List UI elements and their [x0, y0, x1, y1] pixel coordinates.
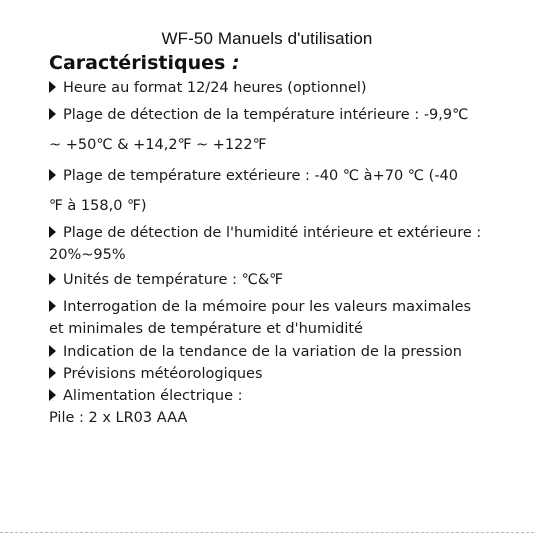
feature-text: Plage de détection de l'humidité intérieure et extérieure : [63, 225, 482, 241]
bullet-arrow-icon [49, 389, 56, 401]
feature-text: Unités de température : ℃&℉ [63, 272, 283, 288]
feature-line-continuation [49, 321, 363, 337]
bullet-arrow-icon [49, 300, 56, 312]
section-heading [49, 52, 240, 74]
feature-text: Plage de détection de la température intérieure : -9,9℃ [63, 107, 469, 123]
section-heading-colon: : [231, 52, 240, 74]
feature-line [49, 299, 471, 315]
feature-text: Prévisions météorologiques [63, 366, 263, 382]
bullet-arrow-icon [49, 226, 56, 238]
feature-text: ℉ à 158,0 ℉) [49, 198, 147, 214]
feature-line [49, 344, 462, 360]
feature-line [49, 168, 458, 184]
bullet-arrow-icon [49, 367, 56, 379]
feature-text: Interrogation de la mémoire pour les valeurs maximales [63, 299, 472, 315]
bullet-arrow-icon [49, 273, 56, 285]
bullet-arrow-icon [49, 345, 56, 357]
feature-line [49, 366, 263, 382]
bullet-arrow-icon [49, 81, 56, 93]
feature-line-continuation [49, 247, 126, 263]
feature-line-continuation [49, 137, 266, 153]
feature-line [49, 225, 481, 241]
feature-text: ~ +50℃ & +14,2℉ ~ +122℉ [49, 137, 267, 153]
feature-line-continuation [49, 198, 146, 214]
feature-line [49, 107, 468, 123]
feature-line [49, 272, 283, 288]
feature-text: Alimentation électrique : [63, 388, 243, 404]
feature-text: et minimales de température et d'humidité [49, 321, 363, 337]
document-title: WF-50 Manuels d'utilisation [161, 29, 373, 48]
feature-text: Pile : 2 x LR03 AAA [49, 410, 188, 426]
feature-line-continuation [49, 410, 187, 426]
feature-text: Plage de température extérieure : -40 ℃ à+70 ℃ (-40 [63, 168, 459, 184]
section-heading-text: Caractéristiques [49, 52, 226, 74]
bullet-arrow-icon [49, 108, 56, 120]
bullet-arrow-icon [49, 169, 56, 181]
feature-text: Heure au format 12/24 heures (optionnel) [63, 80, 367, 96]
feature-text: Indication de la tendance de la variation de la pression [63, 344, 462, 360]
feature-line [49, 388, 243, 404]
feature-text: 20%~95% [49, 247, 126, 263]
feature-line [49, 80, 367, 96]
